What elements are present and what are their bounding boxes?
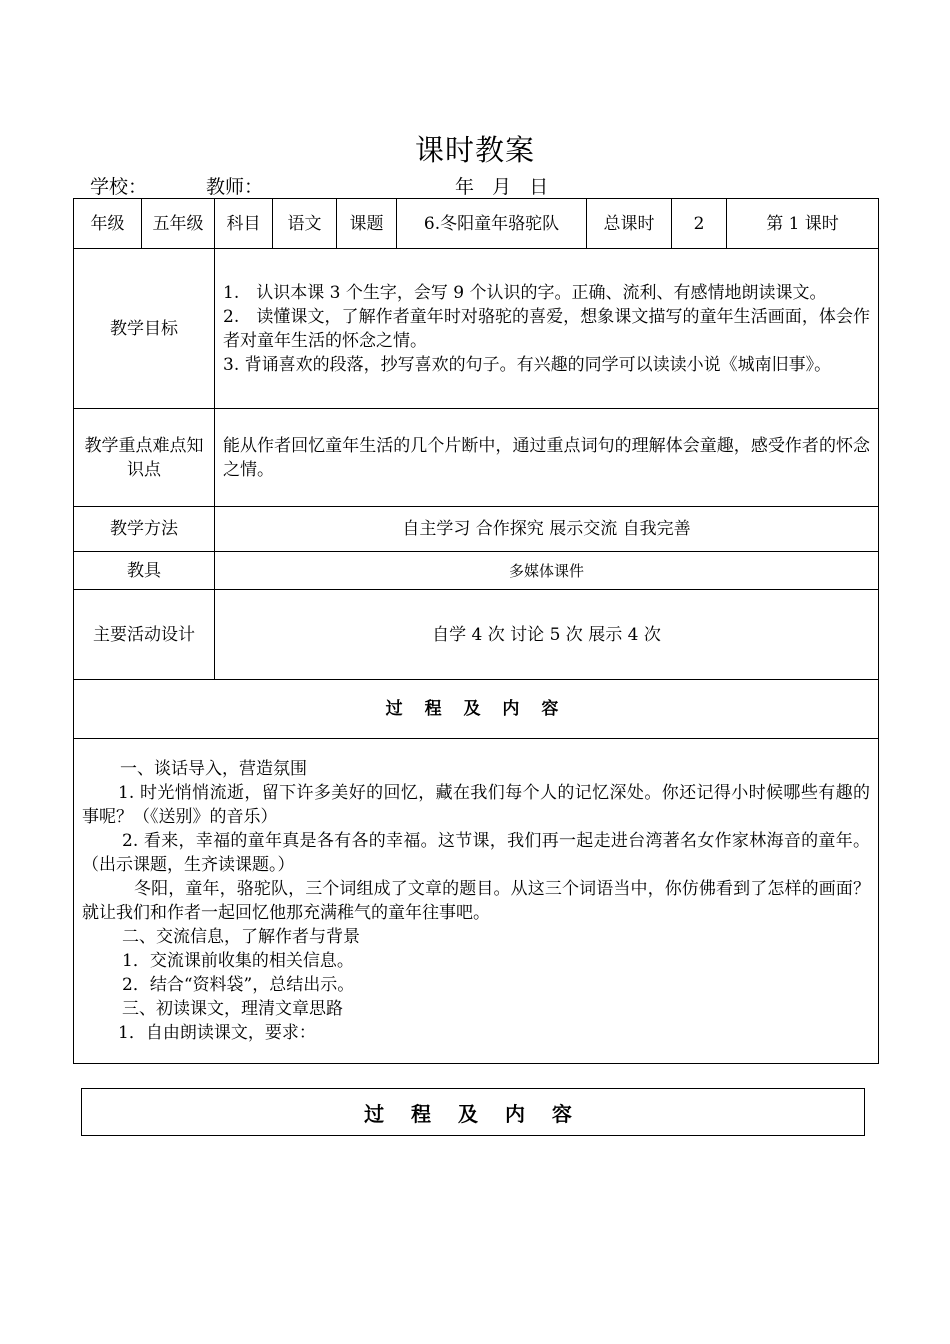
method-row: [74, 507, 879, 552]
header-row: [74, 199, 879, 249]
total-hours-label: 总课时: [587, 199, 672, 249]
method-label: 教学方法: [74, 507, 215, 552]
key-points-label: 教学重点难点知识点: [74, 409, 215, 507]
process-content-row: [74, 739, 879, 1064]
objectives-label: 教学目标: [74, 249, 215, 409]
key-points-row: [74, 409, 879, 507]
process-line: 冬阳，童年，骆驼队，三个词组成了文章的题目。从这三个词语当中，你仿佛看到了怎样的画面？就让我们和作者一起回忆他那充满稚气的童年往事吧。: [82, 879, 870, 923]
objectives-content: [215, 249, 879, 409]
subject-label: 科目: [215, 199, 273, 249]
process-line: 三、初读课文，理清文章思路: [122, 999, 343, 1019]
grade-value: 五年级: [142, 199, 215, 249]
period-label: 第 1 课时: [727, 199, 879, 249]
tools-row: [74, 552, 879, 590]
page-title: 课时教案: [414, 133, 535, 167]
process-line: 2．结合“资料袋”，总结出示。: [122, 975, 355, 995]
school-label: 学校：: [90, 176, 148, 198]
process-heading-row: [74, 680, 879, 739]
process-line: 1. 时光悄悄流逝，留下许多美好的回忆，藏在我们每个人的记忆深处。你还记得小时候哪些有趣的事呢？（《送别》的音乐）: [82, 783, 870, 827]
date-label: 年 月 日: [455, 176, 549, 198]
second-process-heading: 过 程 及 内 容: [81, 1088, 865, 1136]
process-line: 1．交流课前收集的相关信息。: [122, 951, 354, 971]
teacher-label: 教师：: [206, 176, 264, 198]
activities-row: [74, 590, 879, 680]
process-line: 2. 看来，幸福的童年真是各有各的幸福。这节课，我们再一起走进台湾著名女作家林海音的童年。（出示课题，生齐读课题。）: [82, 831, 870, 875]
method-content: 自主学习 合作探究 展示交流 自我完善: [215, 507, 879, 552]
process-heading: 过 程 及 内 容: [74, 680, 879, 739]
tools-label: 教具: [74, 552, 215, 590]
activities-content: 自学 4 次 讨论 5 次 展示 4 次: [215, 590, 879, 680]
objectives-row: [74, 249, 879, 409]
total-hours-value: 2: [672, 199, 727, 249]
topic-value: 6.冬阳童年骆驼队: [397, 199, 587, 249]
objective-1: 1. 认识本课 3 个生字，会写 9 个认识的字。正确、流利、有感情地朗读课文。: [223, 282, 827, 303]
process-line: 一、谈话导入，营造氛围: [120, 759, 307, 779]
process-content: [74, 739, 879, 1064]
grade-label: 年级: [74, 199, 142, 249]
key-points-content: 能从作者回忆童年生活的几个片断中，通过重点词句的理解体会童趣，感受作者的怀念之情。: [215, 409, 879, 507]
activities-label: 主要活动设计: [74, 590, 215, 680]
topic-label: 课题: [337, 199, 397, 249]
objective-3: 3. 背诵喜欢的段落，抄写喜欢的句子。有兴趣的同学可以读读小说《城南旧事》。: [223, 354, 832, 375]
process-line: 二、交流信息，了解作者与背景: [122, 927, 360, 947]
lesson-plan-table: [73, 198, 879, 1064]
subject-value: 语文: [273, 199, 337, 249]
objective-2: 2. 读懂课文，了解作者童年时对骆驼的喜爱，想象课文描写的童年生活画面，体会作者对童年生活的怀念之情。: [223, 306, 870, 351]
tools-content: 多媒体课件: [215, 552, 879, 590]
process-line: 1．自由朗读课文，要求：: [118, 1023, 316, 1043]
